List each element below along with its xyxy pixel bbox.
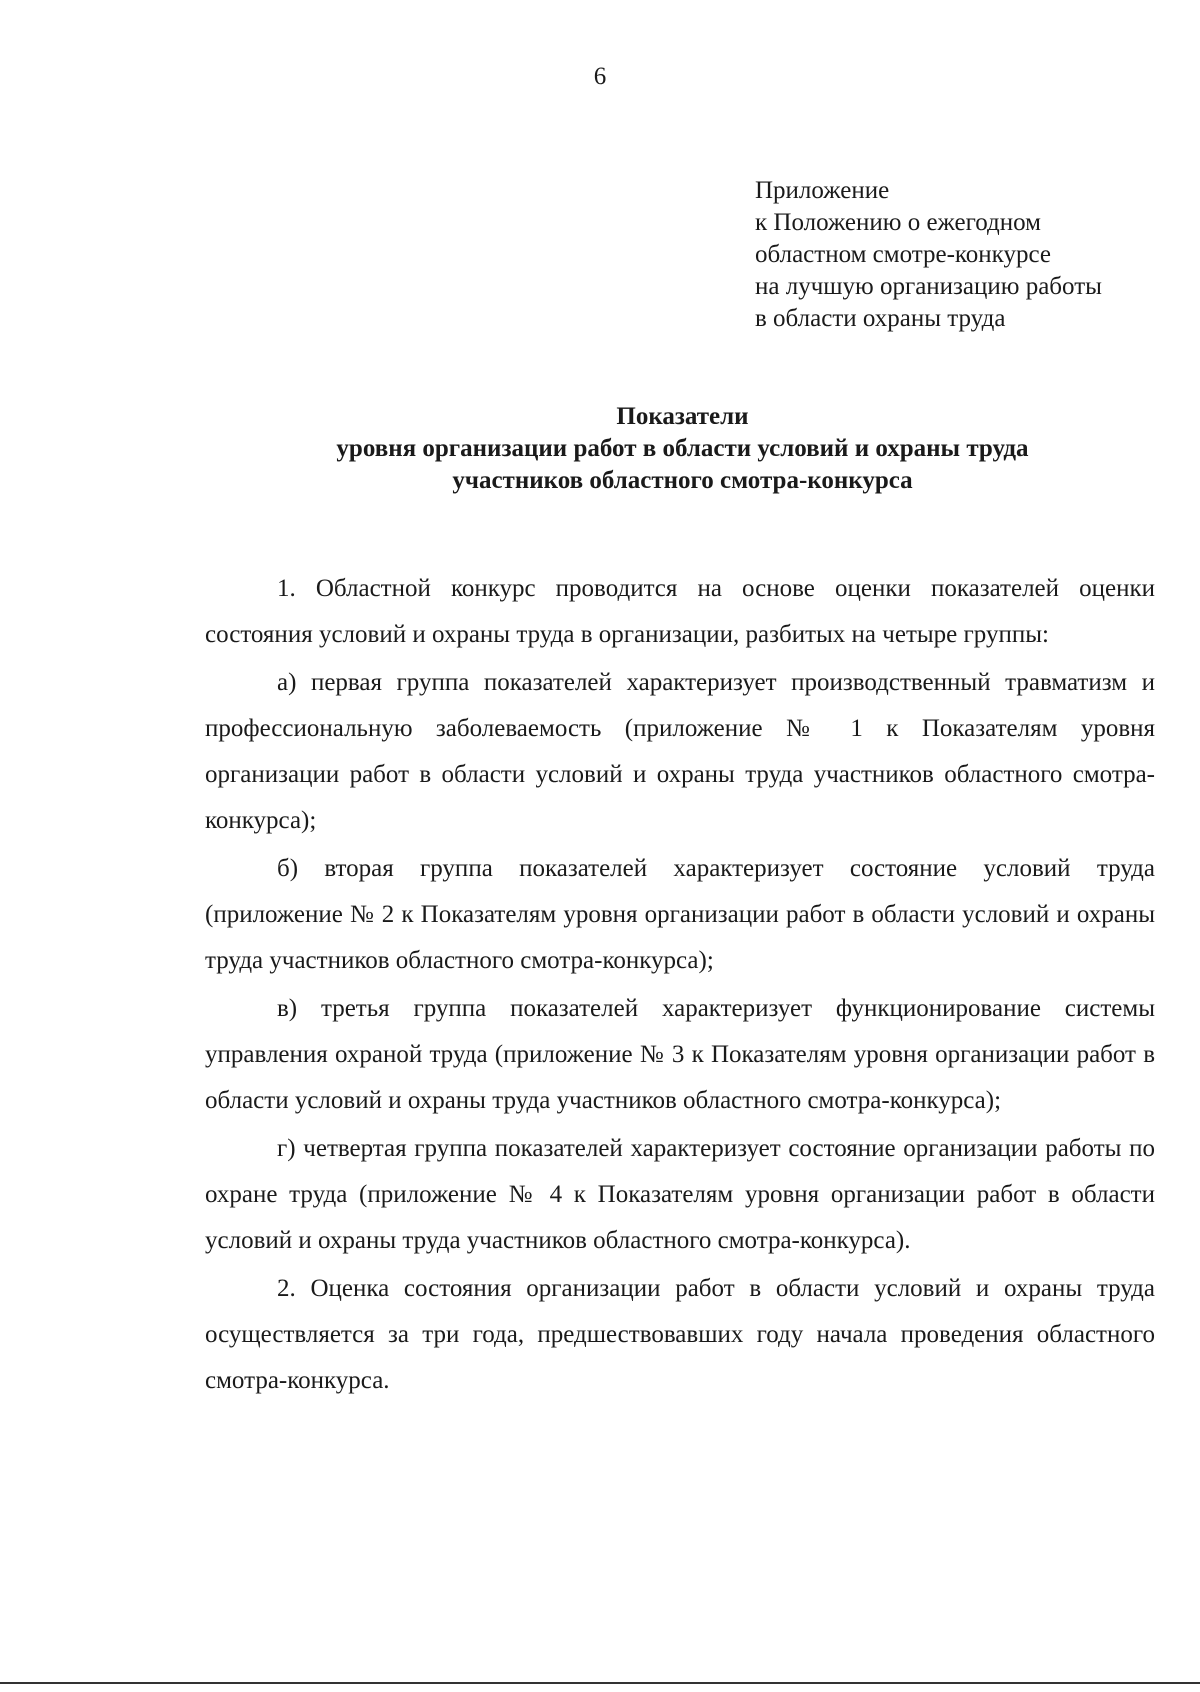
appendix-line: областном смотре-конкурсе — [755, 241, 1051, 268]
paragraph-2: 2. Оценка состояния организации работ в области условий и охраны труда осуществляется за три года, предшествовавших году начала проведения областного смотра-конкурса. — [205, 1275, 1155, 1394]
paragraph-v: в) третья группа показателей характеризует функционирование системы управления охраной труда (приложение № 3 к Показателям уровня организации работ в области условий и охраны труда участников областного смотра-конкурса); — [205, 995, 1155, 1114]
appendix-line: на лучшую организацию работы — [755, 273, 1102, 300]
title-line: Показатели — [616, 403, 749, 430]
page-number: 6 — [593, 63, 607, 90]
appendix-note — [755, 175, 1175, 335]
title-line: участников областного смотра-конкурса — [452, 467, 913, 494]
appendix-line: к Положению о ежегодном — [755, 209, 1041, 236]
paragraph-1: 1. Областной конкурс проводится на основе оценки показателей оценки состояния условий и охраны труда в организации, разбитых на четыре группы: — [205, 575, 1155, 648]
appendix-line: в области охраны труда — [755, 305, 1006, 332]
title-line: уровня организации работ в области условий и охраны труда — [336, 435, 1029, 462]
appendix-line: Приложение — [755, 177, 890, 204]
paragraph-g: г) четвертая группа показателей характеризует состояние организации работы по охране труда (приложение № 4 к Показателям уровня организации работ в области условий и охраны труда участников областного смотра-конкурса). — [205, 1135, 1155, 1254]
scan-edge-line — [0, 1682, 1200, 1684]
paragraph-a: а) первая группа показателей характеризует производственный травматизм и профессиональную заболеваемость (приложение № 1 к Показателям уровня организации работ в области условий и охраны труда участников областного смотра-конкурса); — [205, 669, 1155, 834]
document-body — [205, 566, 1155, 1406]
paragraph-b: б) вторая группа показателей характеризует состояние условий труда (приложение № 2 к Показателям уровня организации работ в области условий и охраны труда участников областного смотра-конкурса); — [205, 855, 1155, 974]
document-title — [150, 401, 1200, 497]
